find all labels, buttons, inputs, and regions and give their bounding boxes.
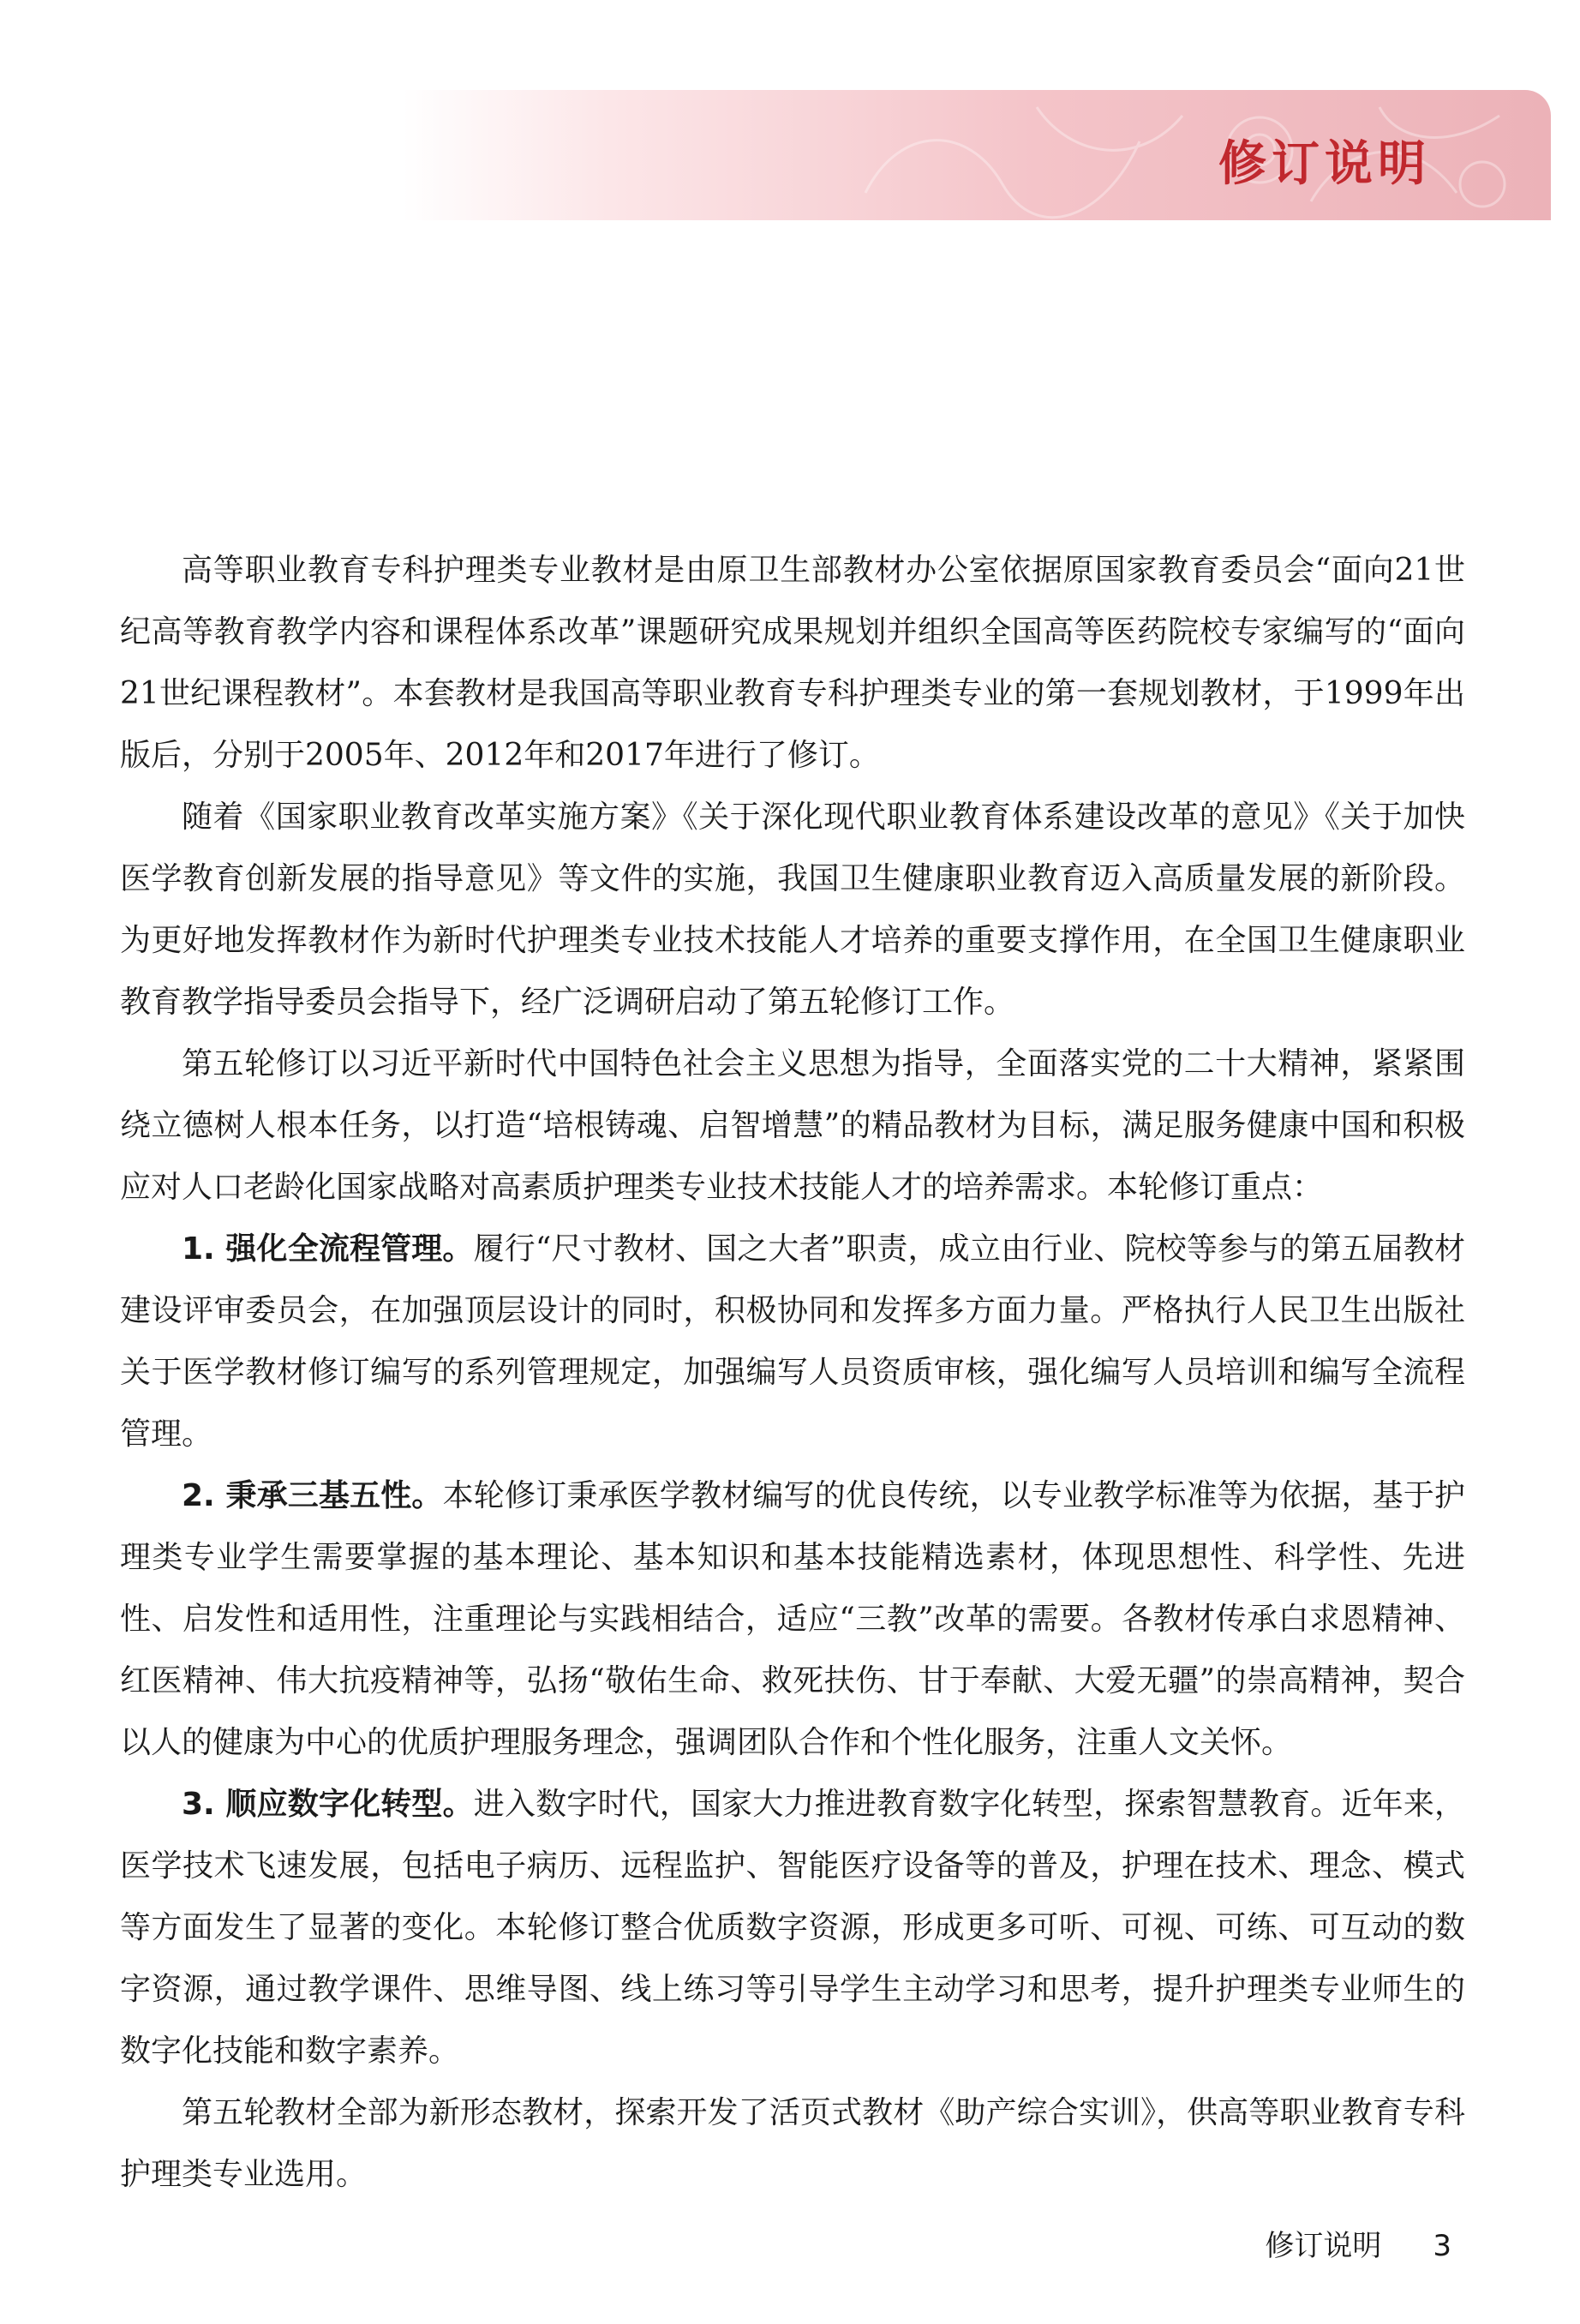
body-text [120,540,1465,2206]
paragraph-intro [120,540,1465,787]
paragraph-point-1 [120,1219,1465,1465]
page-title: 修订说明 [1218,136,1431,192]
paragraph-text: 随着《国家职业教育改革实施方案》《关于深化现代职业教育体系建设改革的意见》《关于加快医学教育创新发展的指导意见》等文件的实施，我国卫生健康职业教育迈入高质量发展的新阶段。为更好地发挥教材作为新时代护理类专业技术技能人才培养的重要支撑作用，在全国卫生健康职业教育教学指导委员会指导下，经广泛调研启动了第五轮修订工作。 [120,800,1465,1020]
point-heading: 1. 强化全流程管理。 [182,1231,474,1267]
point-heading: 3. 顺应数字化转型。 [182,1787,474,1822]
floral-pattern-decoration [780,90,1551,220]
paragraph-point-3 [120,1774,1465,2082]
paragraph-background [120,787,1465,1033]
paragraph-text: 履行“尺寸教材、国之大者”职责，成立由行业、院校等参与的第五届教材建设评审委员会，在加强顶层设计的同时，积极协同和发挥多方面力量。严格执行人民卫生出版社关于医学教材修订编写的系列管理规定，加强编写人员资质审核，强化编写人员培训和编写全流程管理。 [120,1231,1465,1452]
footer-section-title: 修订说明 [1265,2229,1382,2263]
paragraph-point-2 [120,1465,1465,1774]
paragraph-text: 本轮修订秉承医学教材编写的优良传统，以专业教学标准等为依据，基于护理类专业学生需要掌握的基本理论、基本知识和基本技能精选素材，体现思想性、科学性、先进性、启发性和适用性，注重理论与实践相结合，适应“三教”改革的需要。各教材传承白求恩精神、红医精神、伟大抗疫精神等，弘扬“敬佑生命、救死扶伤、甘于奉献、大爱无疆”的崇高精神，契合以人的健康为中心的优质护理服务理念，强调团队合作和个性化服务，注重人文关怀。 [120,1478,1465,1760]
paragraph-text: 第五轮修订以习近平新时代中国特色社会主义思想为指导，全面落实党的二十大精神，紧紧围绕立德树人根本任务，以打造“培根铸魂、启智增慧”的精品教材为目标，满足服务健康中国和积极应对人口老龄化国家战略对高素质护理类专业技术技能人才的培养需求。本轮修订重点： [120,1046,1465,1205]
point-heading: 2. 秉承三基五性。 [182,1478,443,1513]
header-banner [403,90,1551,220]
paragraph-text: 高等职业教育专科护理类专业教材是由原卫生部教材办公室依据原国家教育委员会“面向21世纪高等教育教学内容和课程体系改革”课题研究成果规划并组织全国高等医药院校专家编写的“面向21世纪课程教材”。本套教材是我国高等职业教育专科护理类专业的第一套规划教材，于1999年出版后，分别于2005年、2012年和2017年进行了修订。 [120,553,1465,773]
paragraph-closing [120,2082,1465,2206]
paragraph-text: 第五轮教材全部为新形态教材，探索开发了活页式教材《助产综合实训》，供高等职业教育专科护理类专业选用。 [120,2095,1465,2192]
page-footer [1265,2222,1451,2264]
paragraph-guidance [120,1033,1465,1219]
page-number: 3 [1433,2229,1451,2263]
paragraph-text: 进入数字时代，国家大力推进教育数字化转型，探索智慧教育。近年来，医学技术飞速发展，包括电子病历、远程监护、智能医疗设备等的普及，护理在技术、理念、模式等方面发生了显著的变化。本轮修订整合优质数字资源，形成更多可听、可视、可练、可互动的数字资源，通过教学课件、思维导图、线上练习等引导学生主动学习和思考，提升护理类专业师生的数字化技能和数字素养。 [120,1787,1465,2069]
